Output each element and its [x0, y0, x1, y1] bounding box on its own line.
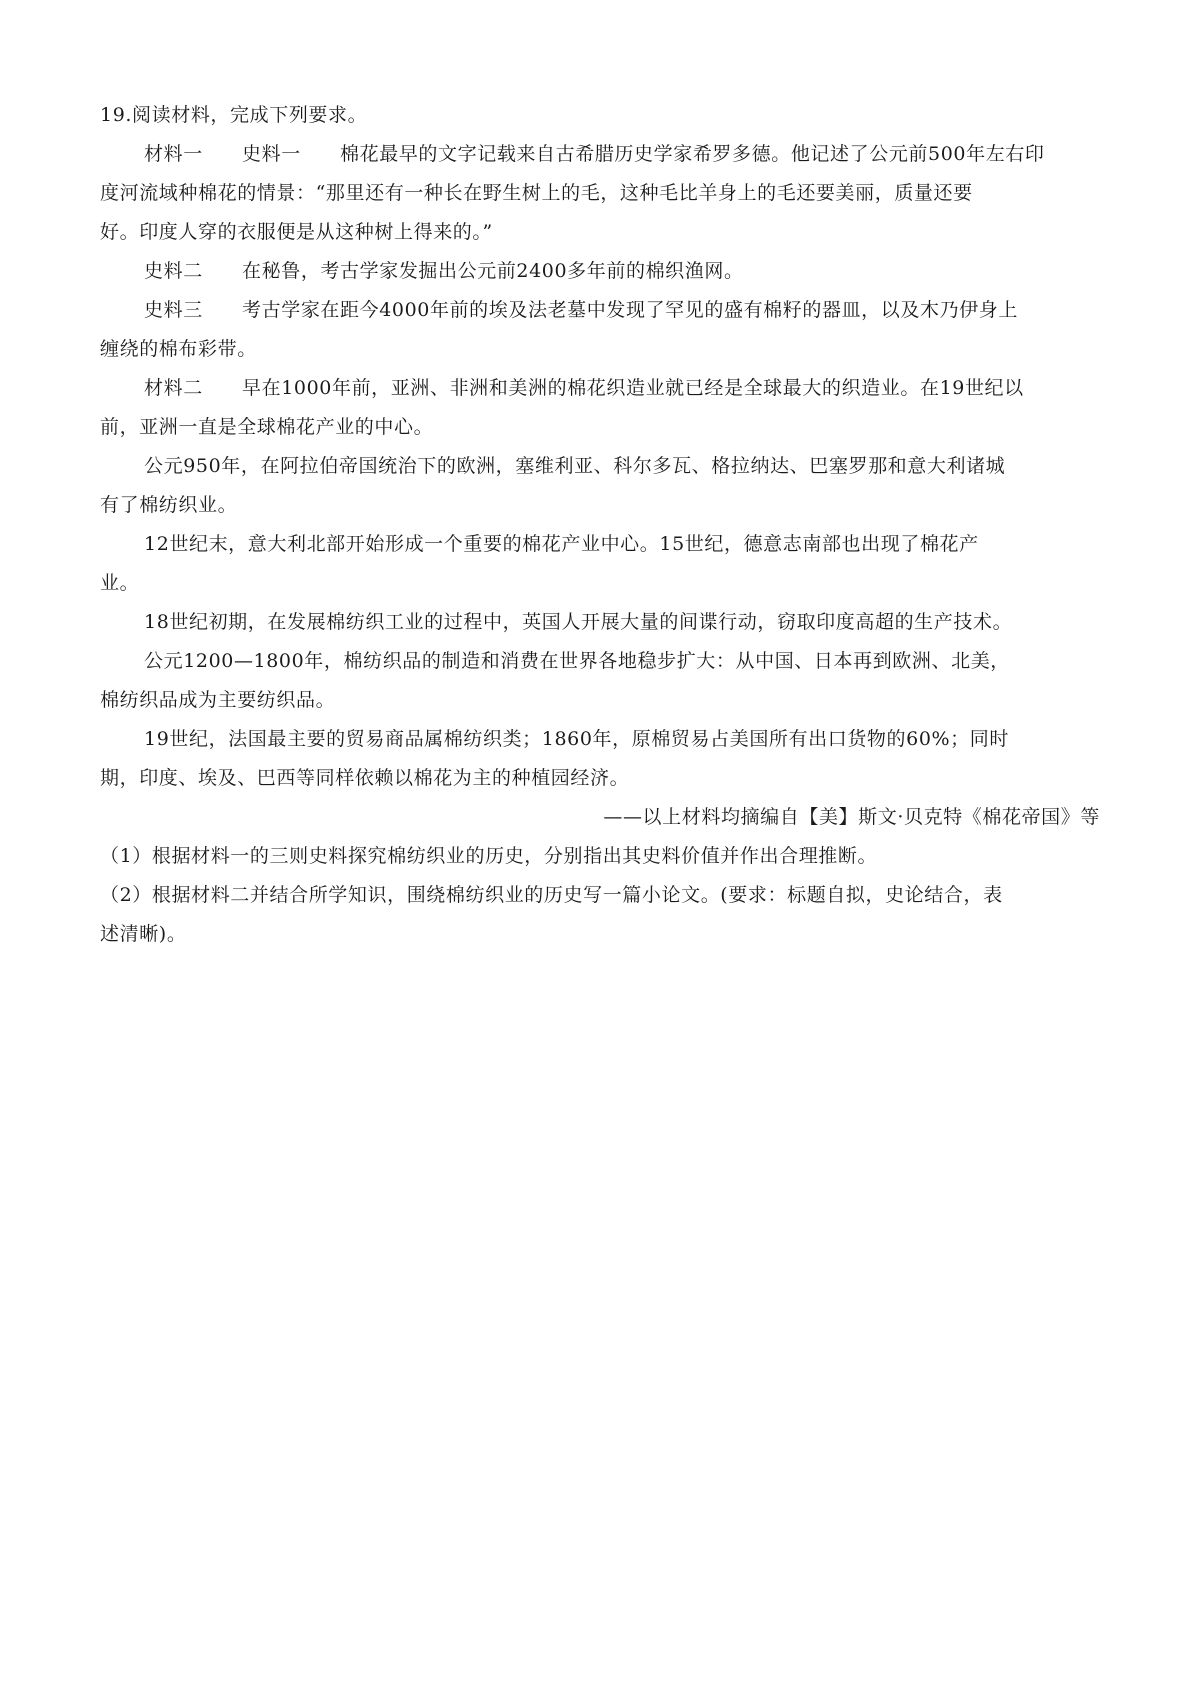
material2-label: 材料二 [144, 377, 203, 399]
source3-text-line2: 缠绕的棉布彩带。 [100, 338, 257, 360]
document-page [100, 96, 1100, 954]
source-citation: ——以上材料均摘编自【美】斯文·贝克特《棉花帝国》等 [603, 806, 1100, 828]
source3-label: 史料三 [144, 299, 203, 321]
material2-p3-line2: 业。 [100, 572, 140, 594]
source1-text-line1: 棉花最早的文字记载来自古希腊历史学家希罗多德。他记述了公元前500年左右印 [340, 143, 1045, 165]
question-instruction: 阅读材料，完成下列要求。 [132, 104, 368, 126]
material2-p2-line2: 有了棉纺织业。 [100, 494, 238, 516]
source2-label: 史料二 [144, 260, 203, 282]
material2-p5-line1: 公元1200—1800年，棉纺织品的制造和消费在世界各地稳步扩大：从中国、日本再到欧洲、北美， [144, 650, 1010, 672]
material2-p4-line1: 18世纪初期，在发展棉纺织工业的过程中，英国人开展大量的间谍行动，窃取印度高超的生产技术。 [144, 611, 1013, 633]
subquestion-2-line1: （2）根据材料二并结合所学知识，围绕棉纺织业的历史写一篇小论文。(要求：标题自拟，史论结合，表 [100, 884, 1003, 906]
material1-source3-line1 [100, 291, 1100, 330]
material2-p1-line2: 前，亚洲一直是全球棉花产业的中心。 [100, 416, 434, 438]
material2-p6-line2: 期，印度、埃及、巴西等同样依赖以棉花为主的种植园经济。 [100, 767, 630, 789]
material1-source2 [100, 252, 1100, 291]
source1-label: 史料一 [242, 143, 301, 165]
source3-text-line1: 考古学家在距今4000年前的埃及法老墓中发现了罕见的盛有棉籽的器皿，以及木乃伊身上 [242, 299, 1018, 321]
material2-p1-text: 早在1000年前，亚洲、非洲和美洲的棉花织造业就已经是全球最大的织造业。在19世纪以 [242, 377, 1024, 399]
source1-text-line3: 好。印度人穿的衣服便是从这种树上得来的。” [100, 221, 493, 243]
material1-label: 材料一 [144, 143, 203, 165]
source2-text: 在秘鲁，考古学家发掘出公元前2400多年前的棉织渔网。 [242, 260, 744, 282]
material1-source1-line1 [100, 135, 1100, 174]
material2-p6-line1: 19世纪，法国最主要的贸易商品属棉纺织类；1860年，原棉贸易占美国所有出口货物的60%；同时 [144, 728, 1009, 750]
question-header [100, 96, 1100, 135]
subquestion-1: （1）根据材料一的三则史料探究棉纺织业的历史，分别指出其史料价值并作出合理推断。 [100, 845, 878, 867]
material2-p3-line1: 12世纪末，意大利北部开始形成一个重要的棉花产业中心。15世纪，德意志南部也出现了棉花产 [144, 533, 979, 555]
material2-p2-line1: 公元950年，在阿拉伯帝国统治下的欧洲，塞维利亚、科尔多瓦、格拉纳达、巴塞罗那和意大利诸城 [144, 455, 1006, 477]
material2-p5-line2: 棉纺织品成为主要纺织品。 [100, 689, 336, 711]
source1-text-line2: 度河流域种棉花的情景：“那里还有一种长在野生树上的毛，这种毛比羊身上的毛还要美丽，质量还要 [100, 182, 973, 204]
question-number: 19. [100, 104, 133, 126]
material2-p1-line1 [100, 369, 1100, 408]
subquestion-2-line2: 述清晰)。 [100, 923, 187, 945]
